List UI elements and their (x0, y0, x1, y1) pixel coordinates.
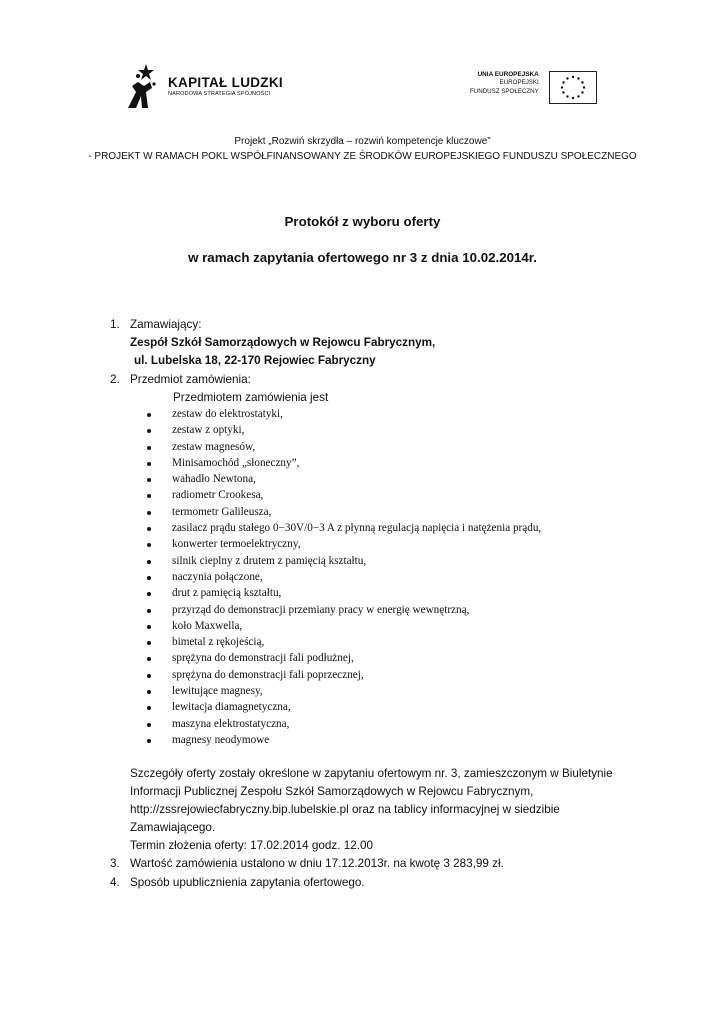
section4-text: Sposób upublicznienia zapytania ofertowego. (130, 876, 365, 889)
bullet-icon (147, 690, 151, 694)
bullet-icon (147, 576, 151, 580)
list-item: zestaw do elektrostatyki, (146, 406, 541, 422)
eu-logo (470, 71, 597, 104)
document-subtitle: w ramach zapytania ofertowego nr 3 z dnia 10.02.2014r. (188, 250, 537, 265)
list-item: zestaw z optyki, (146, 422, 541, 438)
bullet-icon (147, 641, 151, 645)
section3-text: Wartość zamówienia ustalono w dniu 17.12.2013r. na kwotę 3 283,99 zł. (130, 857, 504, 870)
bullet-icon (147, 723, 151, 727)
offer-deadline: Termin złożenia oferty: 17.02.2014 godz. 12.00 (130, 839, 373, 852)
bullet-icon (147, 478, 151, 482)
list-item: zasilacz prądu stałego 0−30V/0−3 A z płynną regulacją napięcia i natężenia prądu, (146, 520, 541, 536)
list-item: sprężyna do demonstracji fali poprzecznej, (146, 667, 541, 683)
bullet-icon (147, 706, 151, 710)
section2-intro: Przedmiotem zamówienia jest (173, 391, 329, 404)
list-item: termometr Galileusza, (146, 504, 541, 520)
eu-line1: UNIA EUROPEJSKA (477, 71, 539, 78)
eu-line2: EUROPEJSKI (499, 79, 539, 87)
document-title: Protokół z wyboru oferty (284, 214, 441, 229)
details-line-1: Szczegóły oferty zostały określone w zapytaniu ofertowym nr. 3, zamieszczonym w Biuletynie (130, 767, 613, 780)
bullet-icon (147, 429, 151, 433)
figure-stars-icon (124, 62, 160, 110)
details-line-3: http://zssrejowiecfabryczny.bip.lubelskie.pl oraz na tablicy informacyjnej w siedzibie (130, 803, 560, 816)
list-item: drut z pamięcią kształtu, (146, 585, 541, 601)
list-item: lewitujące magnesy, (146, 683, 541, 699)
list-item: zestaw magnesów, (146, 439, 541, 455)
list-item: Minisamochód „słoneczny”, (146, 455, 541, 471)
list-item: radiometr Crookesa, (146, 487, 541, 503)
item-list (146, 406, 541, 748)
list-item: magnesy neodymowe (146, 732, 541, 748)
section2-label: Przedmiot zamówienia: (130, 373, 251, 386)
list-item: koło Maxwella, (146, 618, 541, 634)
bullet-icon (147, 609, 151, 613)
logo-subtitle: NARODOWA STRATEGIA SPÓJNOŚCI (168, 90, 271, 97)
section1-number: 1. (110, 318, 120, 331)
details-line-2: Informacji Publicznej Zespołu Szkół Samorządowych w Rejowcu Fabrycznym, (130, 785, 534, 798)
ordering-party-address: ul. Lubelska 18, 22-170 Rejowiec Fabryczny (134, 354, 376, 367)
section4-number: 4. (110, 876, 120, 889)
list-item: wahadło Newtona, (146, 471, 541, 487)
bullet-icon (147, 494, 151, 498)
list-item: silnik cieplny z drutem z pamięcią kształtu, (146, 553, 541, 569)
eu-flag-icon (549, 71, 597, 104)
bullet-icon (147, 739, 151, 743)
logo-brand: KAPITAŁ LUDZKI (168, 74, 283, 90)
bullet-icon (147, 625, 151, 629)
eu-line3: FUNDUSZ SPOŁECZNY (470, 87, 539, 95)
bullet-icon (147, 674, 151, 678)
list-item: lewitacja diamagnetyczna, (146, 699, 541, 715)
ordering-party-name: Zespół Szkół Samorządowych w Rejowcu Fabrycznym, (130, 336, 436, 349)
kapital-ludzki-logo (124, 62, 283, 110)
list-item: naczynia połączone, (146, 569, 541, 585)
bullet-icon (147, 462, 151, 466)
section2-number: 2. (110, 373, 120, 386)
section1-label: Zamawiający: (130, 318, 202, 331)
list-item: bimetal z rękojeścią, (146, 634, 541, 650)
list-item: konwerter termoelektryczny, (146, 536, 541, 552)
bullet-icon (147, 446, 151, 450)
list-item: sprężyna do demonstracji fali podłużnej, (146, 650, 541, 666)
project-line: Projekt „Rozwiń skrzydła – rozwiń kompetencje kluczowe” (234, 136, 491, 147)
bullet-icon (147, 592, 151, 596)
list-item: przyrząd do demonstracji przemiany pracy w energię wewnętrzną, (146, 602, 541, 618)
bullet-icon (147, 657, 151, 661)
bullet-icon (147, 527, 151, 531)
funding-line: - PROJEKT W RAMACH POKL WSPÓŁFINANSOWANY ZE ŚRODKÓW EUROPEJSKIEGO FUNDUSZU SPOŁECZNEGO (88, 151, 637, 162)
section3-number: 3. (110, 857, 120, 870)
bullet-icon (147, 413, 151, 417)
bullet-icon (147, 543, 151, 547)
list-item: maszyna elektrostatyczna, (146, 716, 541, 732)
bullet-icon (147, 511, 151, 515)
details-line-4: Zamawiającego. (130, 821, 216, 834)
bullet-icon (147, 560, 151, 564)
